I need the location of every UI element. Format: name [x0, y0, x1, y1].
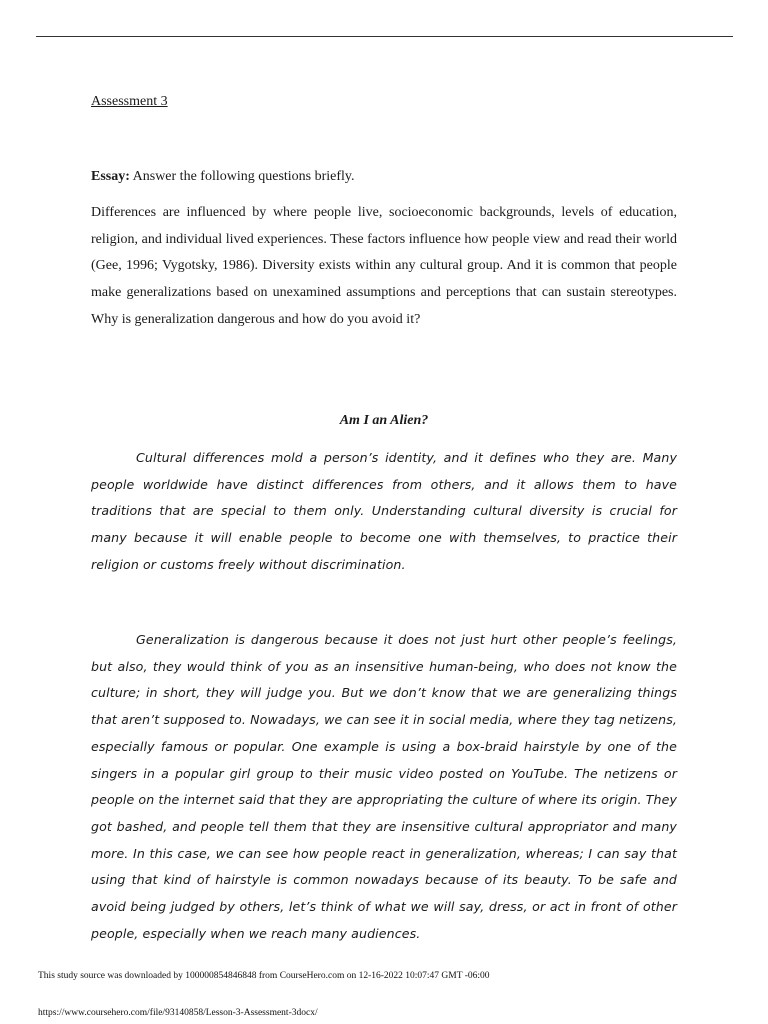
answer-paragraph-2: Generalization is dangerous because it does not just hurt other people’s feelings, but also, they would think of you as an insensitive human-being, who does not know the culture; in short, they will judge you. But we don’t know that we are generalizing things that aren’t supposed to. Nowadays, we can see it in social media, where they tag netizens, especially famous or popular. One example is using a box-braid hairstyle by one of the singers in a popular girl group to their music video posted on YouTube. The netizens or people on the internet said that they are appropriating the culture of where its origin. They got bashed, and people tell them that they are insensitive cultural appropriator and many more. In this case, we can see how people react in generalization, whereas; I can say that using that kind of hairstyle is common nowadays because of its beauty. To be safe and avoid being judged by others, let’s think of what we will say, dress, or act in front of other people, especially when we reach many audiences. [91, 632, 677, 941]
answer-paragraph-1: Cultural differences mold a person’s identity, and it defines who they are. Many people worldwide have distinct differences from others, and it allows them to have traditions that are special to them only. Understanding cultural diversity is crucial for many because it will enable people to become one with themselves, to practice their religion or customs freely without discrimination. [91, 450, 677, 572]
assessment-heading: Assessment 3 [91, 94, 168, 109]
essay-instruction-text: Answer the following questions briefly. [129, 169, 355, 184]
essay-instruction [91, 167, 355, 187]
essay-title: Am I an Alien? [339, 413, 429, 428]
header-rule [36, 36, 733, 37]
essay-label: Essay: [91, 169, 130, 184]
source-url[interactable]: https://www.coursehero.com/file/93140858/Lesson-3-Assessment-3docx/ [38, 1008, 318, 1018]
document-page [91, 92, 677, 941]
essay-question: Differences are influenced by where people live, socioeconomic backgrounds, levels of education, religion, and individual lived experiences. These factors influence how people view and read their world (Gee, 1996; Vygotsky, 1986). Diversity exists within any cultural group. And it is common that people make generalizations based on unexamined assumptions and perceptions that can sustain stereotypes. Why is generalization dangerous and how do you avoid it? [91, 205, 677, 327]
download-source-note: This study source was downloaded by 100000854846848 from CourseHero.com on 12-16-2022 10:07:47 GMT -06:00 [38, 971, 490, 981]
